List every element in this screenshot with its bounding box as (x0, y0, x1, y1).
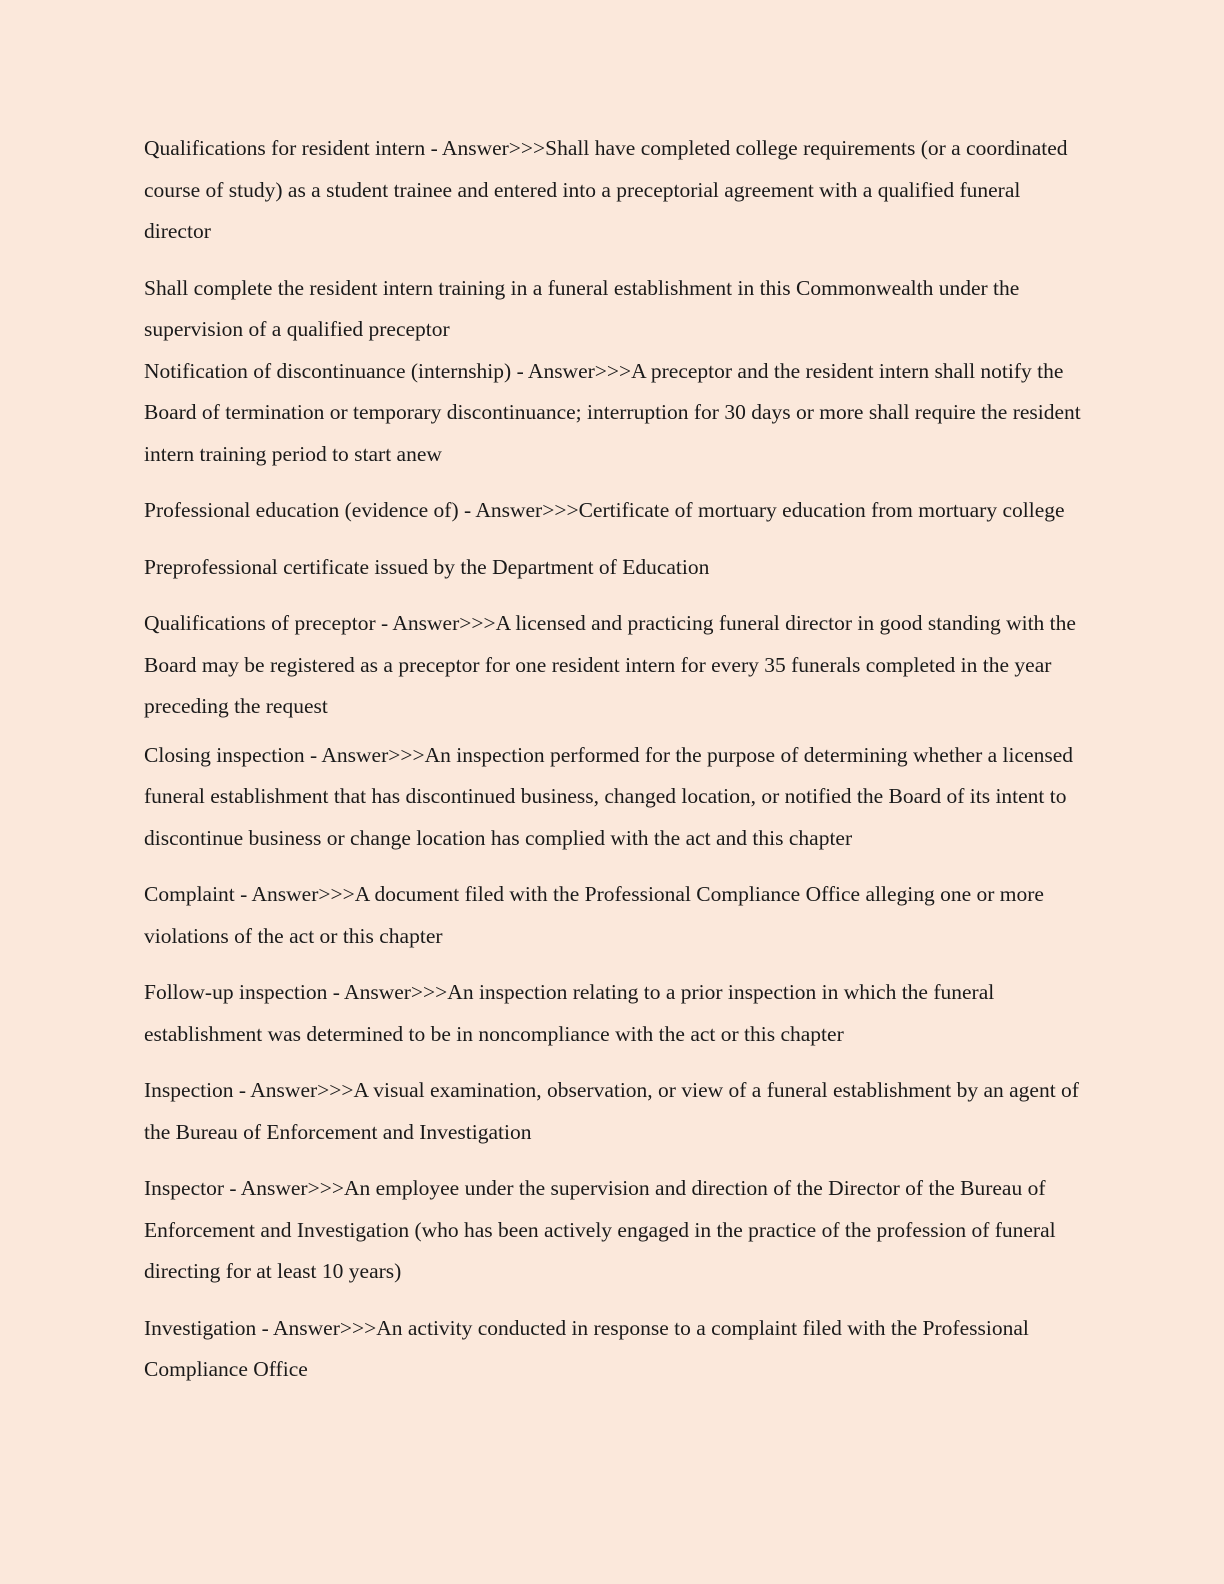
paragraph-inspection: Inspection - Answer>>>A visual examination, observation, or view of a funeral establishment by an agent of the Bureau of Enforcement and Investigation (144, 1078, 1079, 1144)
paragraph-investigation: Investigation - Answer>>>An activity conducted in response to a complaint filed with the Professional Compliance Office (144, 1315, 1029, 1381)
paragraph-preprofessional-certificate: Preprofessional certificate issued by the Department of Education (144, 554, 710, 579)
document-body (144, 128, 1084, 1391)
paragraph-notification-discontinuance: Notification of discontinuance (internship) - Answer>>>A preceptor and the resident intern shall notify the Board of termination or temporary discontinuance; interruption for 30 days or more shall require the resident intern training period to start anew (144, 358, 1081, 466)
paragraph-complaint: Complaint - Answer>>>A document filed with the Professional Compliance Office alleging one or more violations of the act or this chapter (144, 882, 1044, 948)
paragraph-resident-intern-training: Shall complete the resident intern training in a funeral establishment in this Commonwealth under the supervision of a qualified preceptor (144, 275, 1020, 341)
paragraph-follow-up-inspection: Follow-up inspection - Answer>>>An inspection relating to a prior inspection in which the funeral establishment was determined to be in noncompliance with the act or this chapter (144, 980, 995, 1046)
paragraph-qualifications-preceptor: Qualifications of preceptor - Answer>>>A licensed and practicing funeral director in good standing with the Board may be registered as a preceptor for one resident intern for every 35 funerals completed in the year preceding the request (144, 611, 1076, 718)
paragraph-qualifications-resident-intern: Qualifications for resident intern - Answer>>>Shall have completed college requirements (or a coordinated course of study) as a student trainee and entered into a preceptorial agreement with a qualified funeral director (144, 136, 1068, 243)
paragraph-inspector: Inspector - Answer>>>An employee under the supervision and direction of the Director of the Bureau of Enforcement and Investigation (who has been actively engaged in the practice of the profession of funeral directing for at least 10 years) (144, 1176, 1056, 1283)
paragraph-closing-inspection: Closing inspection - Answer>>>An inspection performed for the purpose of determining whether a licensed funeral establishment that has discontinued business, changed location, or notified the Board of its intent to discontinue business or change location has complied with the act and this chapter (144, 742, 1073, 850)
paragraph-professional-education: Professional education (evidence of) - Answer>>>Certificate of mortuary education from mortuary college (144, 498, 1065, 522)
